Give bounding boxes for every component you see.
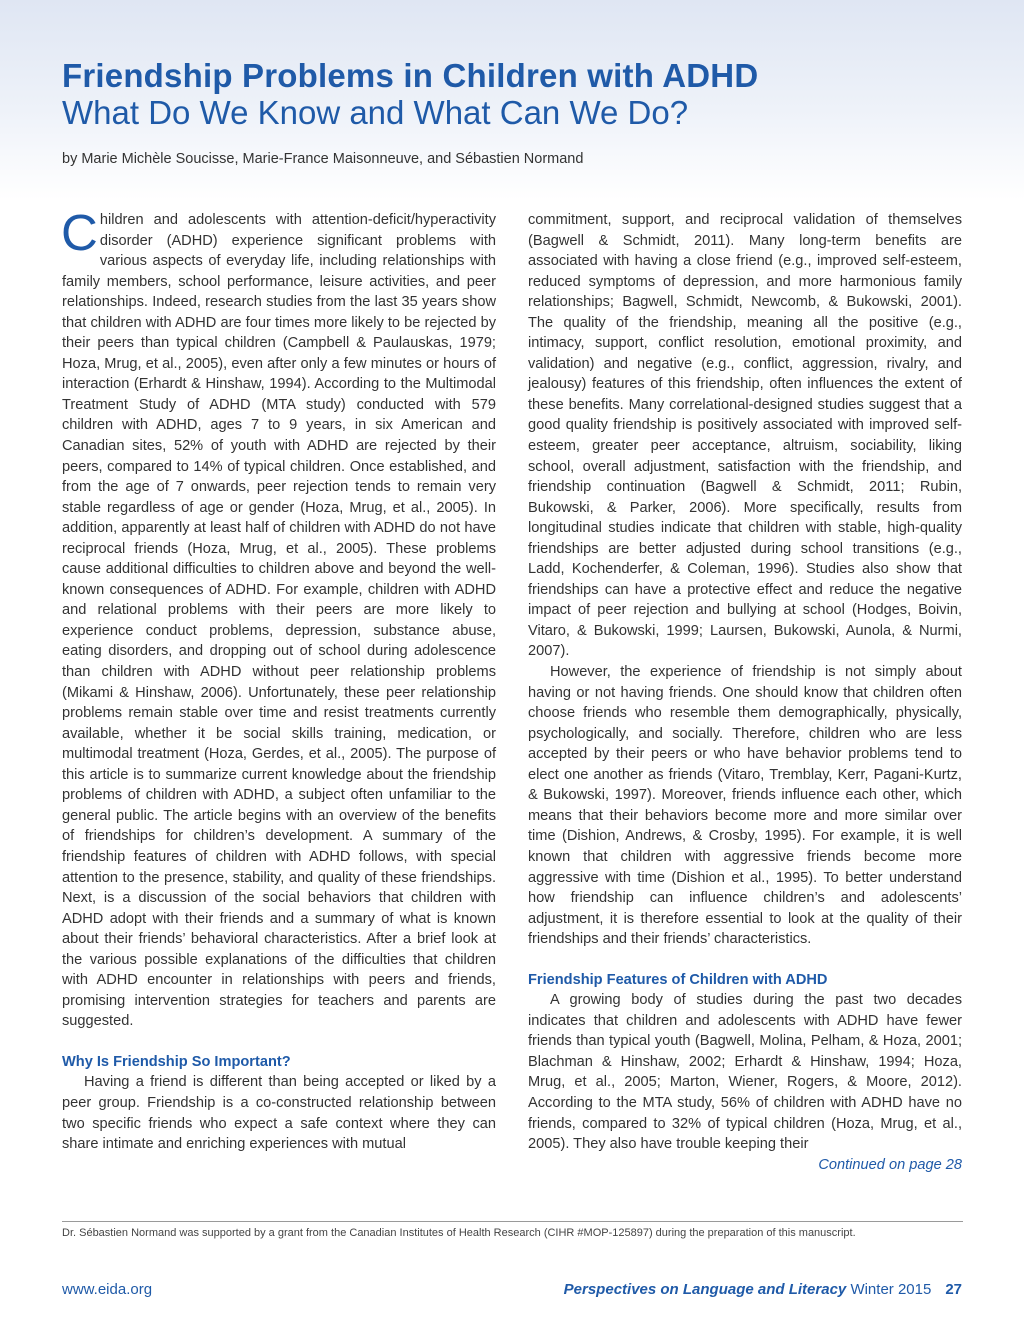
paragraph-friendship-features: A growing body of studies during the past two decades indicates that children and adolescents with ADHD have fewer friends than typical youth (Bagwell, Molina, Pelham, & Hoza, 2001; Blachman & Hinshaw, 2002; Erhardt & Hinshaw, 1994; Hoza, Mrug, et al., 2005; Marton, Wiener, Rogers, & Moore, 2012). According to the MTA study, 56% of children with ADHD have no friends, compared to 32% of typical children (Hoza, Mrug, et al., 2005). They also have trouble keeping their <box>528 992 962 1153</box>
intro-paragraph <box>61 204 496 1032</box>
page-number: 27 <box>945 1281 962 1298</box>
byline: by Marie Michèle Soucisse, Marie-France Maisonneuve, and Sébastien Normand <box>62 151 584 167</box>
footer-journal-info <box>564 1281 962 1298</box>
left-column <box>61 204 496 1155</box>
article-title: Friendship Problems in Children with ADHD <box>62 57 759 94</box>
drop-cap: C <box>61 204 98 261</box>
footnote-rule <box>62 1221 963 1222</box>
article-subtitle: What Do We Know and What Can We Do? <box>62 94 689 131</box>
section-heading-friendship-features: Friendship Features of Children with ADHD <box>528 971 828 988</box>
journal-name: Perspectives on Language and Literacy <box>563 1281 847 1298</box>
section-heading-why-friendship: Why Is Friendship So Important? <box>62 1053 291 1070</box>
footnote: Dr. Sébastien Normand was supported by a grant from the Canadian Institutes of Health Research (CIHR #MOP-125897) during the preparation of this manuscript. <box>62 1227 856 1239</box>
journal-issue: Winter 2015 <box>850 1281 932 1298</box>
intro-text: hildren and adolescents with attention-deficit/hyperactivity disorder (ADHD) experience significant problems with various aspects of everyday life, including relationships with family members, school performance, leisure activities, and peer relationships. Indeed, research studies from the last 35 years show that children with ADHD are four times more likely to be rejected by their peers than typical children (Campbell & Paulauskas, 1979; Hoza, Mrug, et al., 2005), even after only a few minutes or hours of interaction (Erhardt & Hinshaw, 1994). According to the Multimodal Treatment Study of ADHD (MTA study) conducted with 579 children with ADHD, ages 7 to 9 years, in six American and Canadian sites, 52% of youth with ADHD are rejected by their peers, compared to 14% of typical children. Once established, and from the age of 7 onwards, peer rejection tends to remain very stable regardless of age or gender (Hoza, Mrug, et al., 2005). In addition, apparently at least half of children with ADHD do not have reciprocal friends (Hoza, Mrug, et al., 2005). These problems cause additional difficulties to children above and beyond the well-known consequences of ADHD. For example, children with ADHD and relational problems with their peers are more likely to experience conduct problems, depression, substance abuse, eating disorders, and dropping out of school during adolescence than children with ADHD without peer relationship problems (Mikami & Hinshaw, 2006). Unfortunately, these peer relationship problems remain stable over time and resist treatments currently available, whether it be social skills training, medication, or multimodal treatment (Hoza, Gerdes, et al., 2005). The purpose of this article is to summarize current knowledge about the friendship problems of children with ADHD, a subject often unfamiliar to the general public. The article begins with an overview of the benefits of friendships for children’s development. A summary of the friendship features of children with ADHD follows, with special attention to the presence, stability, and quality of these friendships. Next, is a discussion of the social behaviors that children with ADHD adopt with their friends and a summary of what is known about their friends’ behavioral characteristics. After a brief look at the various possible explanations of the difficulties that children with ADHD encounter in relationships with peers and friends, promising intervention strategies for teachers and parents are suggested. <box>62 212 496 1030</box>
right-column <box>528 210 962 1175</box>
paragraph-however: However, the experience of friendship is not simply about having or not having friends. One should know that children often choose friends who resemble them demographically, physically, psychologically, and socially. Therefore, children who are less accepted by their peers or who have behavior problems tend to elect one another as friends (Vitaro, Tremblay, Kerr, Pagani-Kurtz, & Bukowski, 1997). Moreover, friends influence each other, which means that their behaviors become more and more similar over time (Dishion, Andrews, & Crosby, 1995). For example, it is well known that children with aggressive friends become more aggressive with time (Dishion et al., 1995). To better understand how friendship can influence children’s and adolescents’ adjustment, it is therefore essential to look at the quality of their friendships and their friends’ characteristics. <box>528 664 962 948</box>
footer-url-link[interactable]: www.eida.org <box>62 1281 153 1298</box>
paragraph-benefits: commitment, support, and reciprocal validation of themselves (Bagwell & Schmidt, 2011). Many long-term benefits are associated with having a close friend (e.g., improved self-esteem, reduced symptoms of depression, and more harmonious family relationships; Bagwell, Schmidt, Newcomb, & Bukowski, 2001). The quality of the friendship, meaning all the positive (e.g., intimacy, support, conflict resolution, emotional proximity, and validation) and negative (e.g., conflict, aggression, rivalry, and jealousy) features of this friendship, often influences the extent of these benefits. Many correlational-designed studies suggest that a good quality friendship is positively associated with improved self-esteem, greater peer acceptance, altruism, sociability, liking school, overall adjustment, satisfaction with the friendship, and friendship continuation (Bagwell & Schmidt, 2011; Rubin, Bukowski, & Parker, 2006). More specifically, results from longitudinal studies indicate that children with stable, high-quality friendships are better adjusted during school transitions (e.g., Ladd, Kochenderfer, & Coleman, 1996). Studies also show that friendships can have a protective effect and reduce the negative impact of peer rejection and bullying at school (Hodges, Boivin, Vitaro, & Bukowski, 1999; Laursen, Bukowski, Aunola, & Nurmi, 2007). <box>528 212 962 660</box>
continued-link[interactable]: Continued on page 28 <box>818 1156 962 1173</box>
paragraph-why-friendship: Having a friend is different than being accepted or liked by a peer group. Friendship is a co-constructed relationship between two specific friends who expect a safe context where they can share intimate and enriching experiences with mutual <box>62 1074 496 1153</box>
